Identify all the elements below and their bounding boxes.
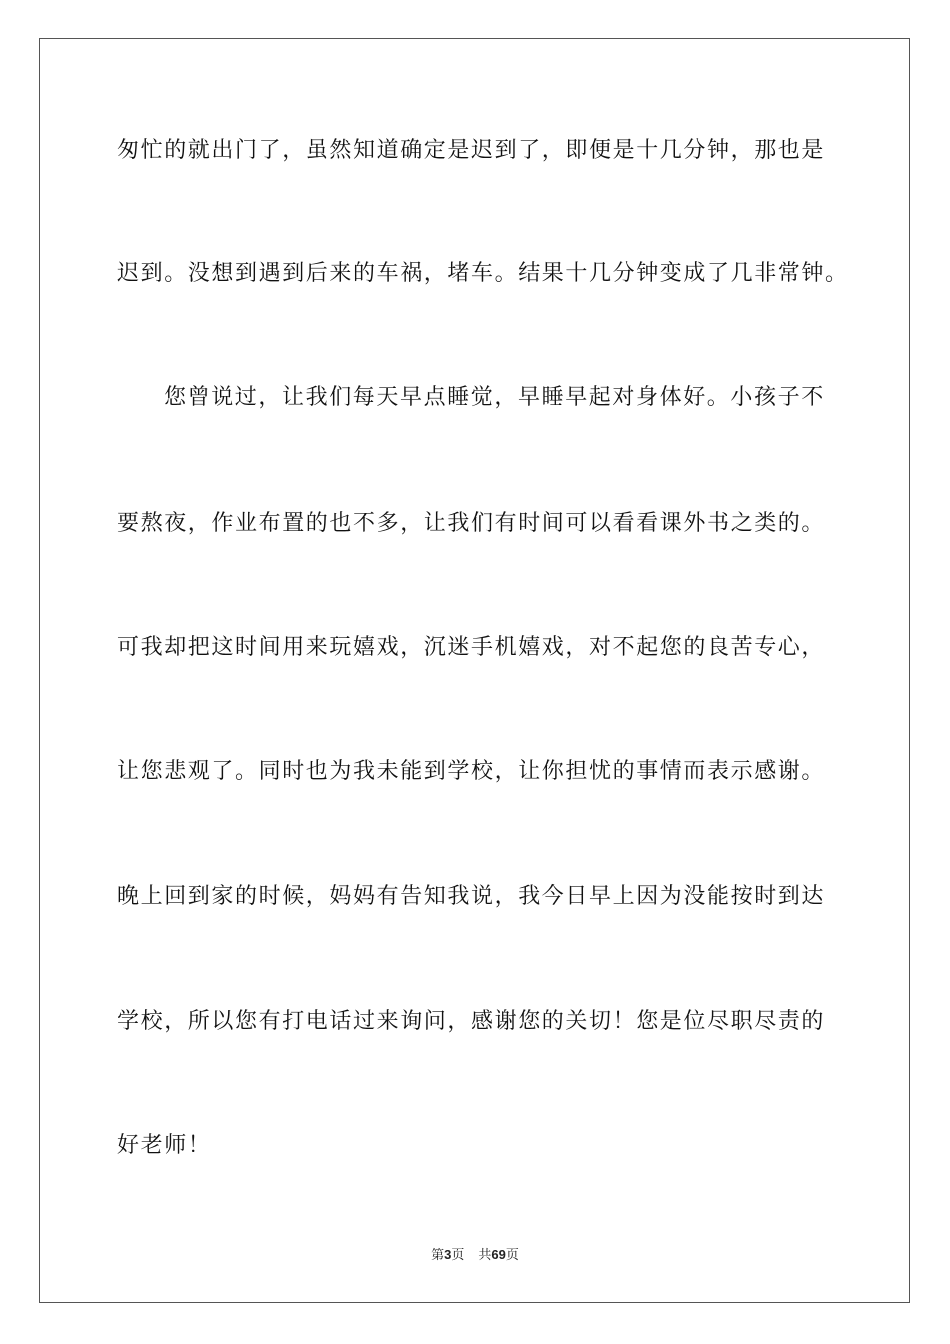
page-footer <box>0 1246 950 1265</box>
text-line-3-indented: 您曾说过，让我们每天早点睡觉，早睡早起对身体好。小孩子不 <box>164 385 825 410</box>
page-suffix: 页 <box>451 1248 465 1263</box>
text-line-8: 学校，所以您有打电话过来询问，感谢您的关切！您是位尽职尽责的 <box>117 1009 826 1034</box>
text-line-2: 迟到。没想到遇到后来的车祸，堵车。结果十几分钟变成了几非常钟。 <box>117 261 849 286</box>
page-prefix: 第 <box>431 1248 445 1263</box>
page-frame <box>39 38 910 1303</box>
text-line-7: 晚上回到家的时候，妈妈有告知我说，我今日早上因为没能按时到达 <box>117 884 826 909</box>
text-line-6: 让您悲观了。同时也为我未能到学校，让你担忧的事情而表示感谢。 <box>117 759 826 784</box>
page-number: 3 <box>444 1247 452 1262</box>
text-line-4: 要熬夜，作业布置的也不多，让我们有时间可以看看课外书之类的。 <box>117 511 826 536</box>
text-line-9: 好老师！ <box>117 1133 212 1158</box>
total-pages: 69 <box>491 1247 506 1262</box>
total-prefix: 共 <box>478 1248 492 1263</box>
text-line-1: 匆忙的就出门了，虽然知道确定是迟到了，即便是十几分钟，那也是 <box>117 138 826 163</box>
text-line-5: 可我却把这时间用来玩嬉戏，沉迷手机嬉戏，对不起您的良苦专心， <box>117 635 826 660</box>
total-suffix: 页 <box>505 1248 519 1263</box>
